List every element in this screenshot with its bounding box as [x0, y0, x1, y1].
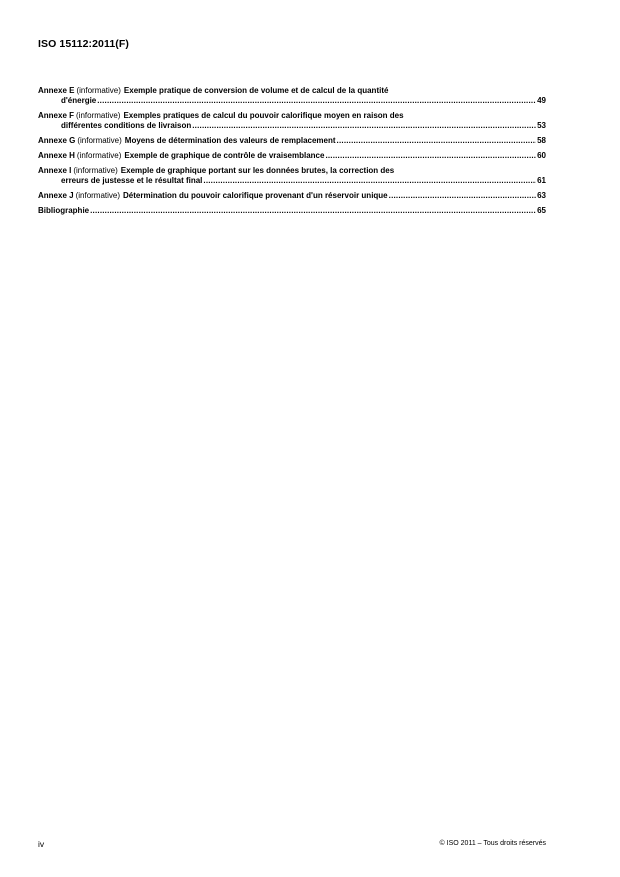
annex-title-continued: d'énergie: [61, 96, 97, 105]
page-number: 61: [537, 176, 546, 185]
annex-label: Annexe I: [38, 166, 72, 175]
annex-title-continued: différentes conditions de livraison: [61, 121, 192, 130]
annex-label: Annexe G: [38, 136, 76, 145]
annex-qualifier: (informative): [76, 86, 121, 95]
document-reference: ISO 15112:2011(F): [38, 38, 130, 50]
annex-qualifier: (informative): [76, 151, 122, 160]
annex-title-continued: erreurs de justesse et le résultat final: [61, 176, 203, 185]
dot-leader: [90, 206, 536, 216]
page-number: 49: [537, 96, 546, 105]
dot-leader: [203, 176, 536, 186]
annex-qualifier: (informative): [76, 111, 121, 120]
annex-title: Exemple de graphique de contrôle de vraisemblance: [124, 151, 325, 160]
toc-entry-annex-i[interactable]: [38, 166, 546, 186]
toc-entry-annex-g[interactable]: [38, 136, 546, 146]
annex-label: Annexe J: [38, 191, 74, 200]
toc-entry-annex-e[interactable]: [38, 86, 546, 106]
footer-copyright: © ISO 2011 – Tous droits réservés: [439, 840, 546, 847]
annex-label: Annexe E: [38, 86, 75, 95]
dot-leader: [337, 136, 537, 146]
toc-entry-annex-h[interactable]: [38, 151, 546, 161]
page-number: 63: [537, 191, 546, 200]
dot-leader: [192, 121, 536, 131]
dot-leader: [97, 96, 536, 106]
annex-title: Moyens de détermination des valeurs de remplacement: [124, 136, 336, 145]
annex-qualifier: (informative): [77, 136, 122, 145]
page-number: 65: [537, 206, 546, 215]
page-number: 53: [537, 121, 546, 130]
page-number: 58: [537, 136, 546, 145]
bibliography-title: Bibliographie: [38, 206, 90, 215]
dot-leader: [325, 151, 536, 161]
toc-entry-annex-j[interactable]: [38, 191, 546, 201]
toc-entry-annex-f[interactable]: [38, 111, 546, 131]
page-number: 60: [537, 151, 546, 160]
annex-title: Exemple de graphique portant sur les données brutes, la correction des: [120, 166, 395, 175]
annex-title: Détermination du pouvoir calorifique provenant d'un réservoir unique: [123, 191, 388, 200]
annex-qualifier: (informative): [73, 166, 118, 175]
annex-label: Annexe F: [38, 111, 75, 120]
annex-label: Annexe H: [38, 151, 75, 160]
annex-title: Exemple pratique de conversion de volume et de calcul de la quantité: [123, 86, 389, 95]
toc-entry-bibliography[interactable]: [38, 206, 546, 216]
annex-qualifier: (informative): [75, 191, 121, 200]
footer-page-number: iv: [38, 839, 45, 849]
dot-leader: [389, 191, 536, 201]
table-of-contents: [38, 86, 546, 221]
annex-title: Exemples pratiques de calcul du pouvoir calorifique moyen en raison des: [123, 111, 404, 120]
